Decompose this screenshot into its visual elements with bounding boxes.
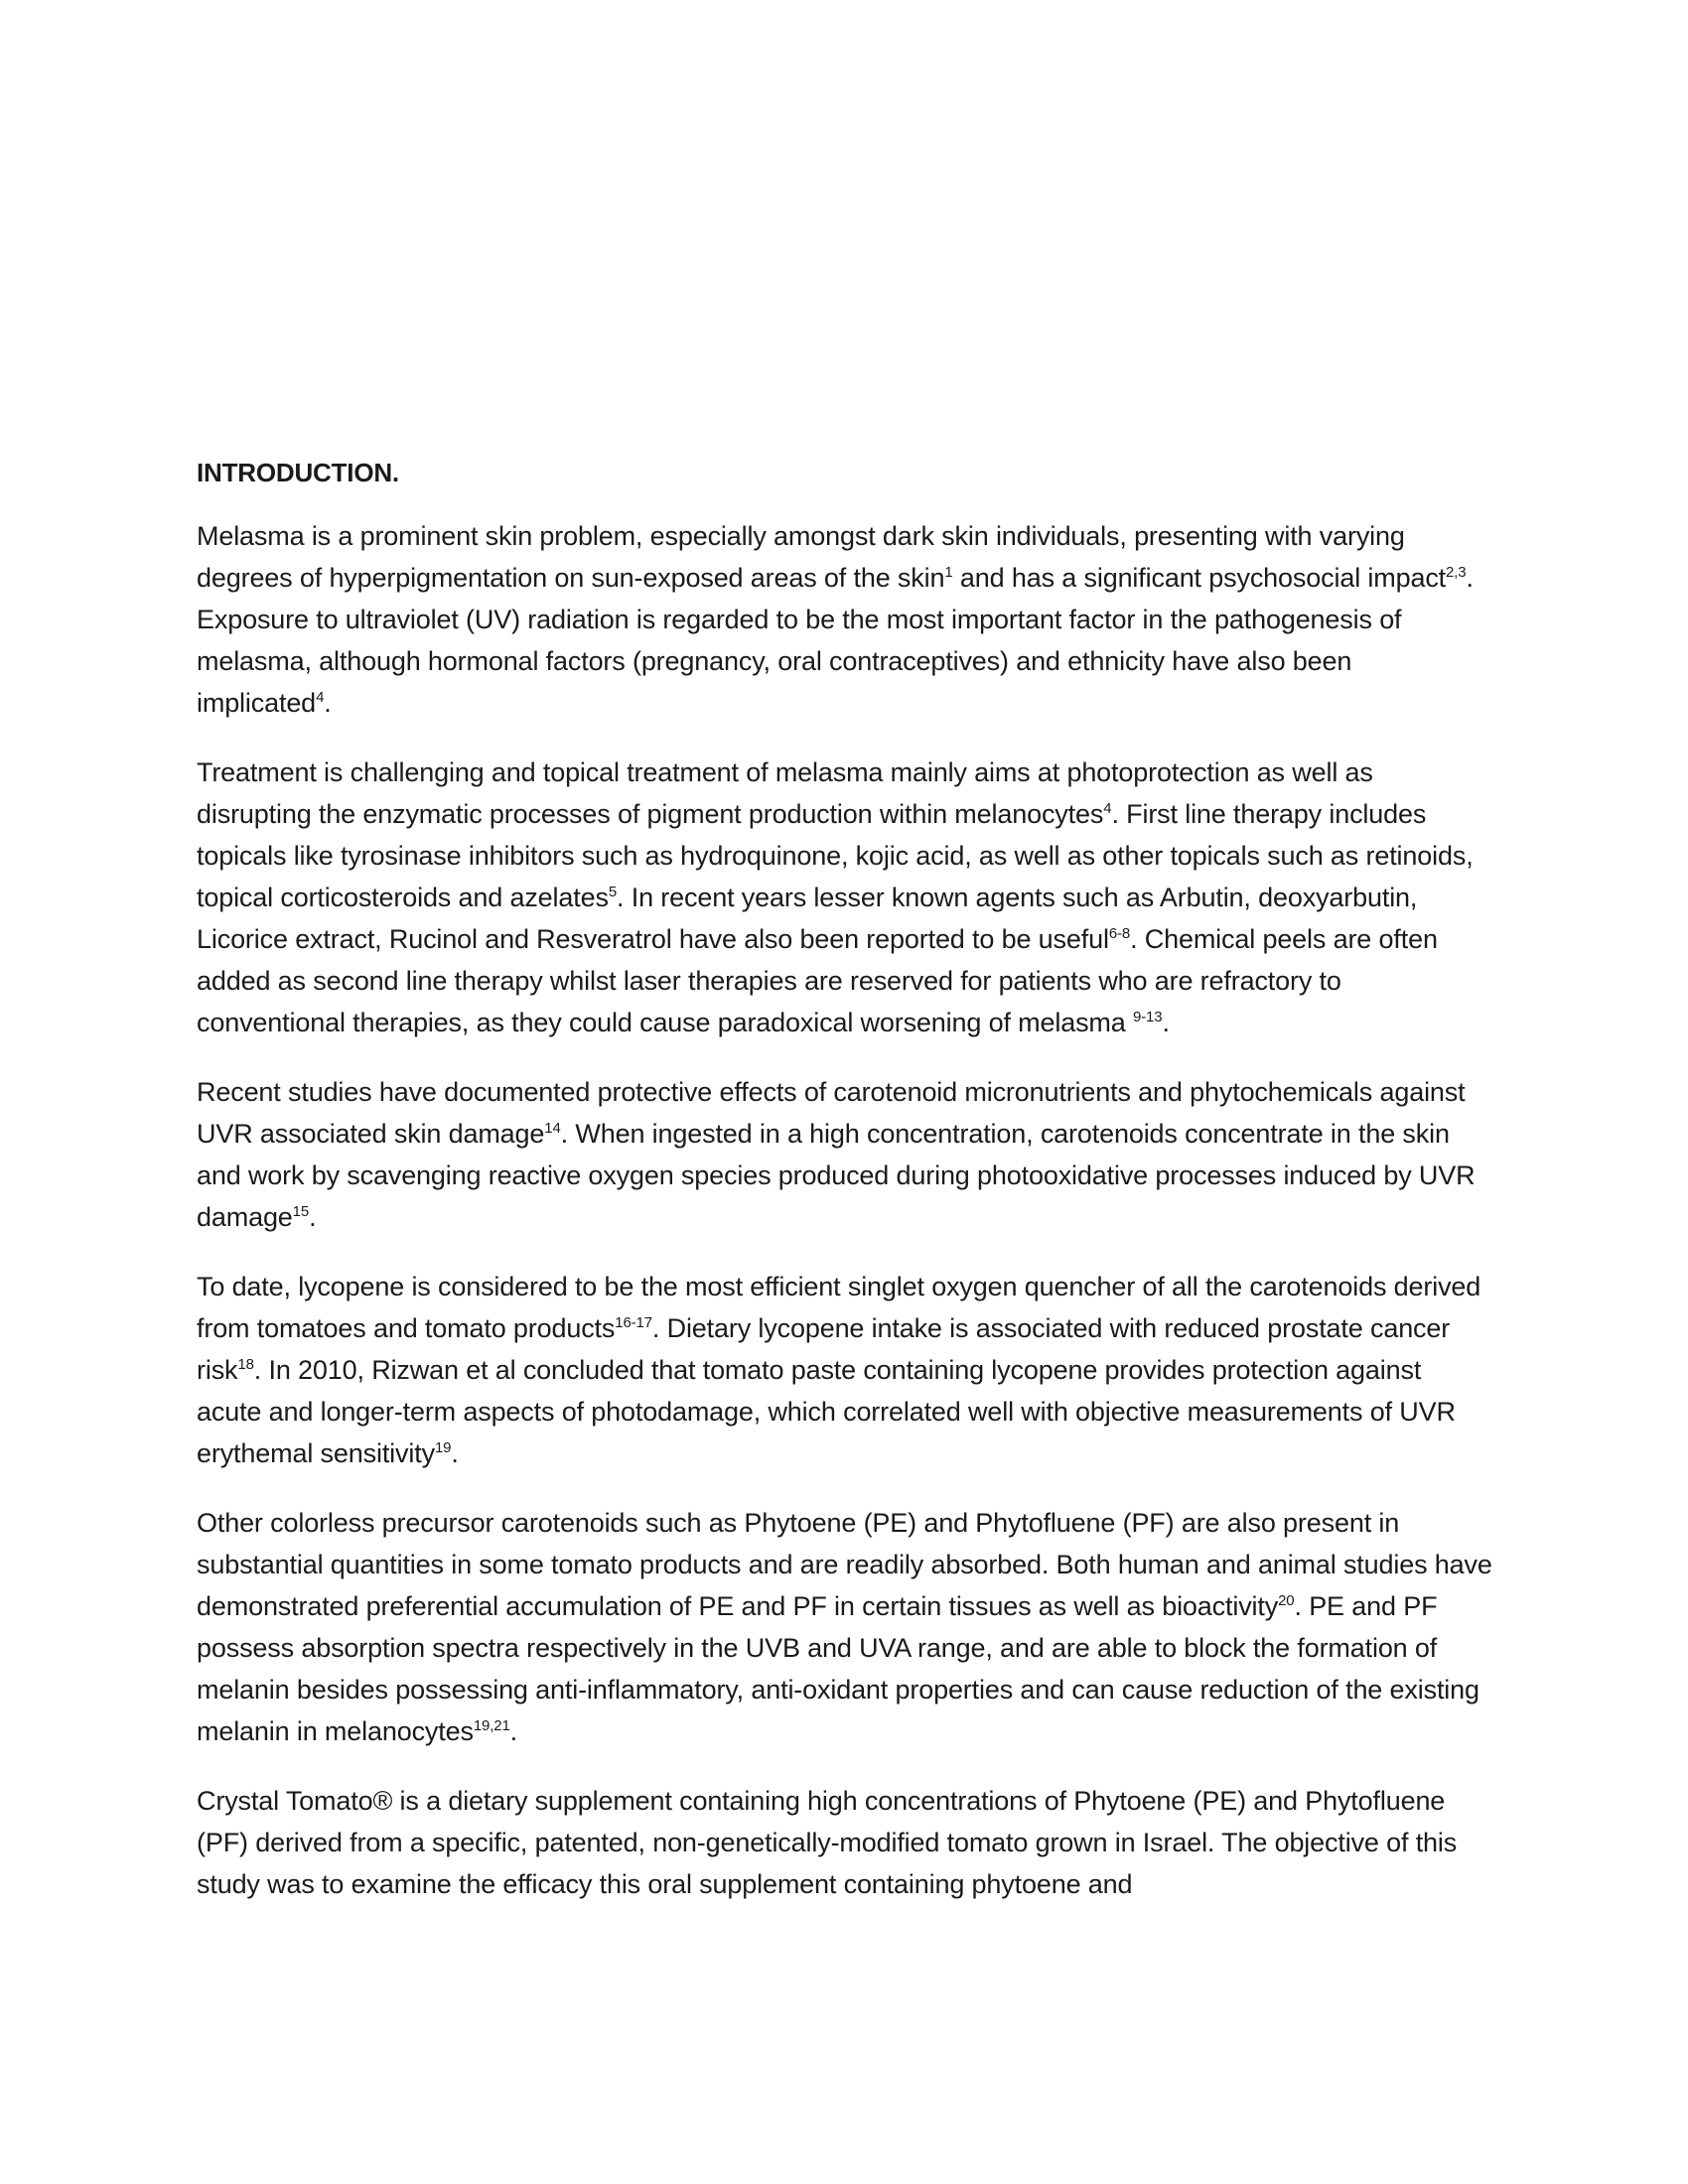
paragraph-text: Crystal Tomato® is a dietary supplement containing high concentrations of Phytoene (PE) and Phytofluene (PF) derived from a specific, patented, non-genetically-modified tomato grown in Israel. The objective of this study was to examine the efficacy this oral supplement containing phytoene and: [197, 1786, 1458, 1899]
paragraph-text: Treatment is challenging and topical treatment of melasma mainly aims at photoprotection as well as disrupting the enzymatic processes of pigment production within melanocytes: [197, 757, 1373, 829]
citation-superscript: 6-8: [1108, 925, 1131, 942]
paragraph-text: . PE and PF possess absorption spectra respectively in the UVB and UVA range, and are able to block the formation of melanin besides possessing anti-inflammatory, anti-oxidant properties and can cause reduction of the existing melanin in melanocytes: [197, 1591, 1479, 1746]
paragraph-text: . In 2010, Rizwan et al concluded that tomato paste containing lycopene provides protection against acute and longer-term aspects of photodamage, which correlated well with objective measurements of UVR erythemal sensitivity: [197, 1355, 1456, 1468]
citation-superscript: 2,3: [1446, 564, 1467, 581]
section-heading: INTRODUCTION.: [197, 458, 399, 487]
citation-superscript: 16-17: [615, 1314, 652, 1331]
citation-superscript: 19: [434, 1439, 452, 1456]
body-paragraph: [197, 515, 1492, 724]
paragraph-text: To date, lycopene is considered to be the most efficient singlet oxygen quencher of all the carotenoids derived from tomatoes and tomato products: [197, 1272, 1481, 1343]
citation-superscript: 14: [544, 1120, 561, 1137]
citation-superscript: 20: [1278, 1592, 1295, 1609]
citation-superscript: 15: [292, 1203, 310, 1220]
citation-superscript: 18: [237, 1356, 254, 1373]
paragraph-text: Other colorless precursor carotenoids such as Phytoene (PE) and Phytofluene (PF) are also present in substantial quantities in some tomato products and are readily absorbed. Both human and animal studies have demonstrated preferential accumulation of PE and PF in certain tissues as well as bioactivity: [197, 1508, 1492, 1621]
paragraph-text: . Dietary lycopene intake is associated with reduced prostate cancer risk: [197, 1313, 1451, 1385]
body-paragraph: [197, 1502, 1492, 1752]
paragraph-text: . First line therapy includes topicals like tyrosinase inhibitors such as hydroquinone, kojic acid, as well as other topicals such as retinoids, topical corticosteroids and azelates: [197, 799, 1474, 912]
paragraph-text: . Chemical peels are often added as second line therapy whilst laser therapies are reserved for patients who are refractory to conventional therapies, as they could cause paradoxical worsening of melasma: [197, 924, 1438, 1037]
body-paragraph: [197, 1071, 1492, 1238]
paragraph-text: .: [509, 1716, 517, 1746]
paragraph-text: Melasma is a prominent skin problem, especially amongst dark skin individuals, presenting with varying degrees of hyperpigmentation on sun-exposed areas of the skin: [197, 521, 1405, 593]
paragraph-text: and has a significant psychosocial impact: [952, 563, 1447, 593]
body-paragraph: [197, 1780, 1492, 1905]
paragraph-text: .: [1162, 1008, 1170, 1037]
paragraph-text: .: [451, 1438, 459, 1468]
paragraph-text: . When ingested in a high concentration, carotenoids concentrate in the skin and work by scavenging reactive oxygen species produced during photooxidative processes induced by UVR damage: [197, 1119, 1476, 1232]
body-paragraph: [197, 751, 1492, 1043]
citation-superscript: 4: [316, 689, 325, 706]
citation-superscript: 5: [608, 884, 618, 900]
paragraph-text: Recent studies have documented protective effects of carotenoid micronutrients and phytochemicals against UVR associated skin damage: [197, 1077, 1466, 1149]
body-paragraph: [197, 1266, 1492, 1474]
citation-superscript: 1: [944, 564, 953, 581]
document-page: [197, 452, 1492, 1933]
paragraph-container: [197, 515, 1492, 1905]
citation-superscript: 19,21: [473, 1717, 510, 1734]
citation-superscript: 9-13: [1133, 1009, 1163, 1025]
paragraph-text: . Exposure to ultraviolet (UV) radiation is regarded to be the most important factor in the pathogenesis of melasma, although hormonal factors (pregnancy, oral contraceptives) and ethnicity have also been implicated: [197, 563, 1474, 718]
citation-superscript: 4: [1103, 800, 1112, 817]
paragraph-text: .: [324, 688, 332, 718]
paragraph-text: .: [309, 1202, 317, 1232]
paragraph-text: . In recent years lesser known agents such as Arbutin, deoxyarbutin, Licorice extract, Rucinol and Resveratrol have also been reported to be useful: [197, 883, 1418, 954]
